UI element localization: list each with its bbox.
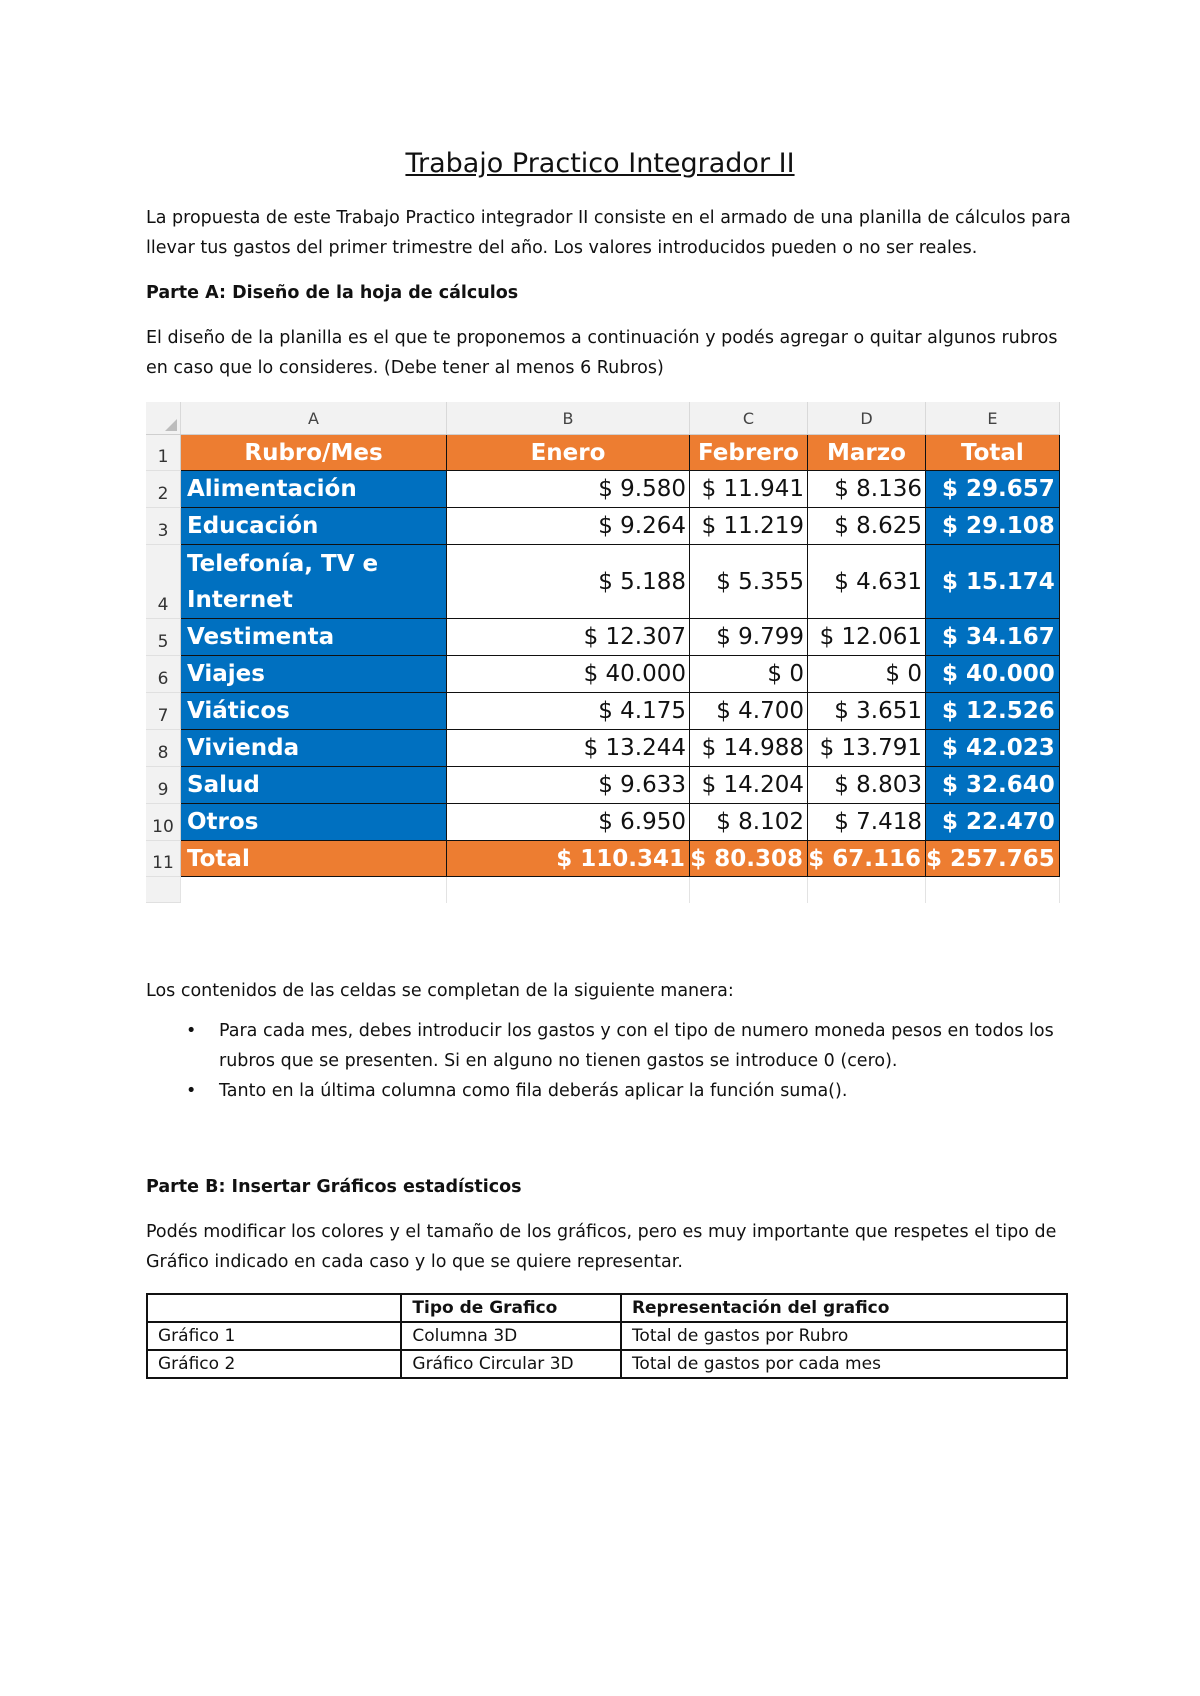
- header-cell-rubro[interactable]: Rubro/Mes: [181, 435, 447, 471]
- row-number[interactable]: 2: [146, 471, 181, 508]
- list-item-text: Para cada mes, debes introducir los gastos y con el tipo de numero moneda pesos en todos los rubros que se presenten. Si en alguno no tienen gastos se introduce 0 (cero).: [219, 1021, 1054, 1071]
- total-cell[interactable]: $ 15.174: [926, 545, 1060, 619]
- total-enero-cell[interactable]: $ 110.341: [447, 841, 690, 877]
- rubro-cell[interactable]: Otros: [181, 804, 447, 841]
- marzo-cell[interactable]: $ 12.061: [808, 619, 926, 656]
- enero-cell[interactable]: $ 13.244: [447, 730, 690, 767]
- column-header-a[interactable]: A: [181, 402, 447, 435]
- parte-a-heading: Parte A: Diseño de la hoja de cálculos: [146, 283, 519, 303]
- row-number[interactable]: 1: [146, 435, 181, 471]
- febrero-cell[interactable]: $ 0: [690, 656, 808, 693]
- intro-paragraph: La propuesta de este Trabajo Practico integrador II consiste en el armado de una planilla de cálculos para llevar tus gastos del primer trimestre del año. Los valores introducidos pueden o no ser reales.: [146, 208, 1071, 258]
- sheet-row: [146, 508, 1059, 545]
- list-item-text: Tanto en la última columna como fila deberás aplicar la función suma().: [219, 1081, 848, 1101]
- febrero-cell[interactable]: $ 11.941: [690, 471, 808, 508]
- document-title: Trabajo Practico Integrador II: [405, 148, 795, 179]
- row-number-partial: [146, 877, 181, 903]
- marzo-cell[interactable]: $ 3.651: [808, 693, 926, 730]
- column-header-b[interactable]: B: [447, 402, 690, 435]
- column-header-row: [146, 402, 1059, 435]
- contenidos-intro: Los contenidos de las celdas se completan de la siguiente manera:: [146, 981, 734, 1001]
- row-number[interactable]: 10: [146, 804, 181, 841]
- total-cell[interactable]: $ 29.108: [926, 508, 1060, 545]
- sheet-row: [146, 471, 1059, 508]
- sheet-row: [146, 693, 1059, 730]
- total-febrero-cell[interactable]: $ 80.308: [690, 841, 808, 877]
- chart-representation-cell: Total de gastos por Rubro: [621, 1322, 1067, 1350]
- row-number[interactable]: 4: [146, 545, 181, 619]
- febrero-cell[interactable]: $ 5.355: [690, 545, 808, 619]
- chart-name-cell: Gráfico 2: [147, 1350, 401, 1378]
- list-item: [146, 1076, 1076, 1106]
- empty-cell[interactable]: [926, 877, 1060, 903]
- total-cell[interactable]: $ 42.023: [926, 730, 1060, 767]
- total-label-cell[interactable]: Total: [181, 841, 447, 877]
- marzo-cell[interactable]: $ 0: [808, 656, 926, 693]
- row-number[interactable]: 6: [146, 656, 181, 693]
- febrero-cell[interactable]: $ 11.219: [690, 508, 808, 545]
- row-number[interactable]: 11: [146, 841, 181, 877]
- total-cell[interactable]: $ 12.526: [926, 693, 1060, 730]
- enero-cell[interactable]: $ 6.950: [447, 804, 690, 841]
- marzo-cell[interactable]: $ 13.791: [808, 730, 926, 767]
- rubro-cell[interactable]: Telefonía, TV e Internet: [181, 545, 447, 619]
- charts-header-representacion: Representación del grafico: [621, 1294, 1067, 1322]
- sheet-row-1: [146, 435, 1059, 471]
- rubro-cell[interactable]: Vivienda: [181, 730, 447, 767]
- enero-cell[interactable]: $ 12.307: [447, 619, 690, 656]
- instructions-list: [146, 1016, 1076, 1106]
- header-cell-febrero[interactable]: Febrero: [690, 435, 808, 471]
- spreadsheet-grid: [146, 402, 1060, 903]
- sheet-row: [146, 804, 1059, 841]
- sheet-row: [146, 619, 1059, 656]
- empty-cell[interactable]: [690, 877, 808, 903]
- total-cell[interactable]: $ 22.470: [926, 804, 1060, 841]
- rubro-cell[interactable]: Educación: [181, 508, 447, 545]
- sheet-row: [146, 730, 1059, 767]
- header-cell-total[interactable]: Total: [926, 435, 1060, 471]
- row-number[interactable]: 7: [146, 693, 181, 730]
- chart-representation-cell: Total de gastos por cada mes: [621, 1350, 1067, 1378]
- spreadsheet: [146, 402, 1066, 912]
- chart-type-cell: Gráfico Circular 3D: [401, 1350, 621, 1378]
- rubro-cell[interactable]: Vestimenta: [181, 619, 447, 656]
- row-number[interactable]: 3: [146, 508, 181, 545]
- sheet-row: [146, 545, 1059, 619]
- febrero-cell[interactable]: $ 8.102: [690, 804, 808, 841]
- rubro-cell[interactable]: Salud: [181, 767, 447, 804]
- parte-a-paragraph: El diseño de la planilla es el que te proponemos a continuación y podés agregar o quitar algunos rubros en caso que lo consideres. (Debe tener al menos 6 Rubros): [146, 328, 1058, 378]
- enero-cell[interactable]: $ 5.188: [447, 545, 690, 619]
- row-number[interactable]: 5: [146, 619, 181, 656]
- empty-cell[interactable]: [181, 877, 447, 903]
- header-cell-enero[interactable]: Enero: [447, 435, 690, 471]
- header-cell-marzo[interactable]: Marzo: [808, 435, 926, 471]
- column-header-e[interactable]: E: [926, 402, 1060, 435]
- row-number[interactable]: 8: [146, 730, 181, 767]
- marzo-cell[interactable]: $ 8.625: [808, 508, 926, 545]
- row-number[interactable]: 9: [146, 767, 181, 804]
- total-cell[interactable]: $ 40.000: [926, 656, 1060, 693]
- enero-cell[interactable]: $ 9.633: [447, 767, 690, 804]
- grand-total-cell[interactable]: $ 257.765: [926, 841, 1060, 877]
- chart-name-cell: Gráfico 1: [147, 1322, 401, 1350]
- febrero-cell[interactable]: $ 14.204: [690, 767, 808, 804]
- rubro-cell[interactable]: Alimentación: [181, 471, 447, 508]
- charts-header-empty: [147, 1294, 401, 1322]
- charts-table-header: [147, 1294, 1067, 1322]
- febrero-cell[interactable]: $ 14.988: [690, 730, 808, 767]
- enero-cell[interactable]: $ 40.000: [447, 656, 690, 693]
- rubro-cell[interactable]: Viáticos: [181, 693, 447, 730]
- enero-cell[interactable]: $ 9.580: [447, 471, 690, 508]
- total-cell[interactable]: $ 32.640: [926, 767, 1060, 804]
- select-all-corner[interactable]: [146, 402, 181, 435]
- bullet-icon: •: [186, 1081, 197, 1101]
- bullet-icon: •: [186, 1021, 197, 1041]
- febrero-cell[interactable]: $ 9.799: [690, 619, 808, 656]
- enero-cell[interactable]: $ 4.175: [447, 693, 690, 730]
- sheet-total-row: [146, 841, 1059, 877]
- list-item: [146, 1016, 1076, 1076]
- total-cell[interactable]: $ 29.657: [926, 471, 1060, 508]
- charts-table: [146, 1293, 1068, 1379]
- parte-b-paragraph: Podés modificar los colores y el tamaño de los gráficos, pero es muy importante que respetes el tipo de Gráfico indicado en cada caso y lo que se quiere representar.: [146, 1222, 1057, 1272]
- total-marzo-cell[interactable]: $ 67.116: [808, 841, 926, 877]
- rubro-cell[interactable]: Viajes: [181, 656, 447, 693]
- table-row: [147, 1322, 1067, 1350]
- enero-cell[interactable]: $ 9.264: [447, 508, 690, 545]
- charts-header-tipo: Tipo de Grafico: [401, 1294, 621, 1322]
- total-cell[interactable]: $ 34.167: [926, 619, 1060, 656]
- sheet-row: [146, 767, 1059, 804]
- column-header-c[interactable]: C: [690, 402, 808, 435]
- column-header-d[interactable]: D: [808, 402, 926, 435]
- febrero-cell[interactable]: $ 4.700: [690, 693, 808, 730]
- chart-type-cell: Columna 3D: [401, 1322, 621, 1350]
- parte-b-heading: Parte B: Insertar Gráficos estadísticos: [146, 1177, 522, 1197]
- marzo-cell[interactable]: $ 7.418: [808, 804, 926, 841]
- empty-cell[interactable]: [447, 877, 690, 903]
- marzo-cell[interactable]: $ 4.631: [808, 545, 926, 619]
- marzo-cell[interactable]: $ 8.136: [808, 471, 926, 508]
- table-row: [147, 1350, 1067, 1378]
- sheet-empty-row: [146, 877, 1059, 903]
- empty-cell[interactable]: [808, 877, 926, 903]
- sheet-row: [146, 656, 1059, 693]
- marzo-cell[interactable]: $ 8.803: [808, 767, 926, 804]
